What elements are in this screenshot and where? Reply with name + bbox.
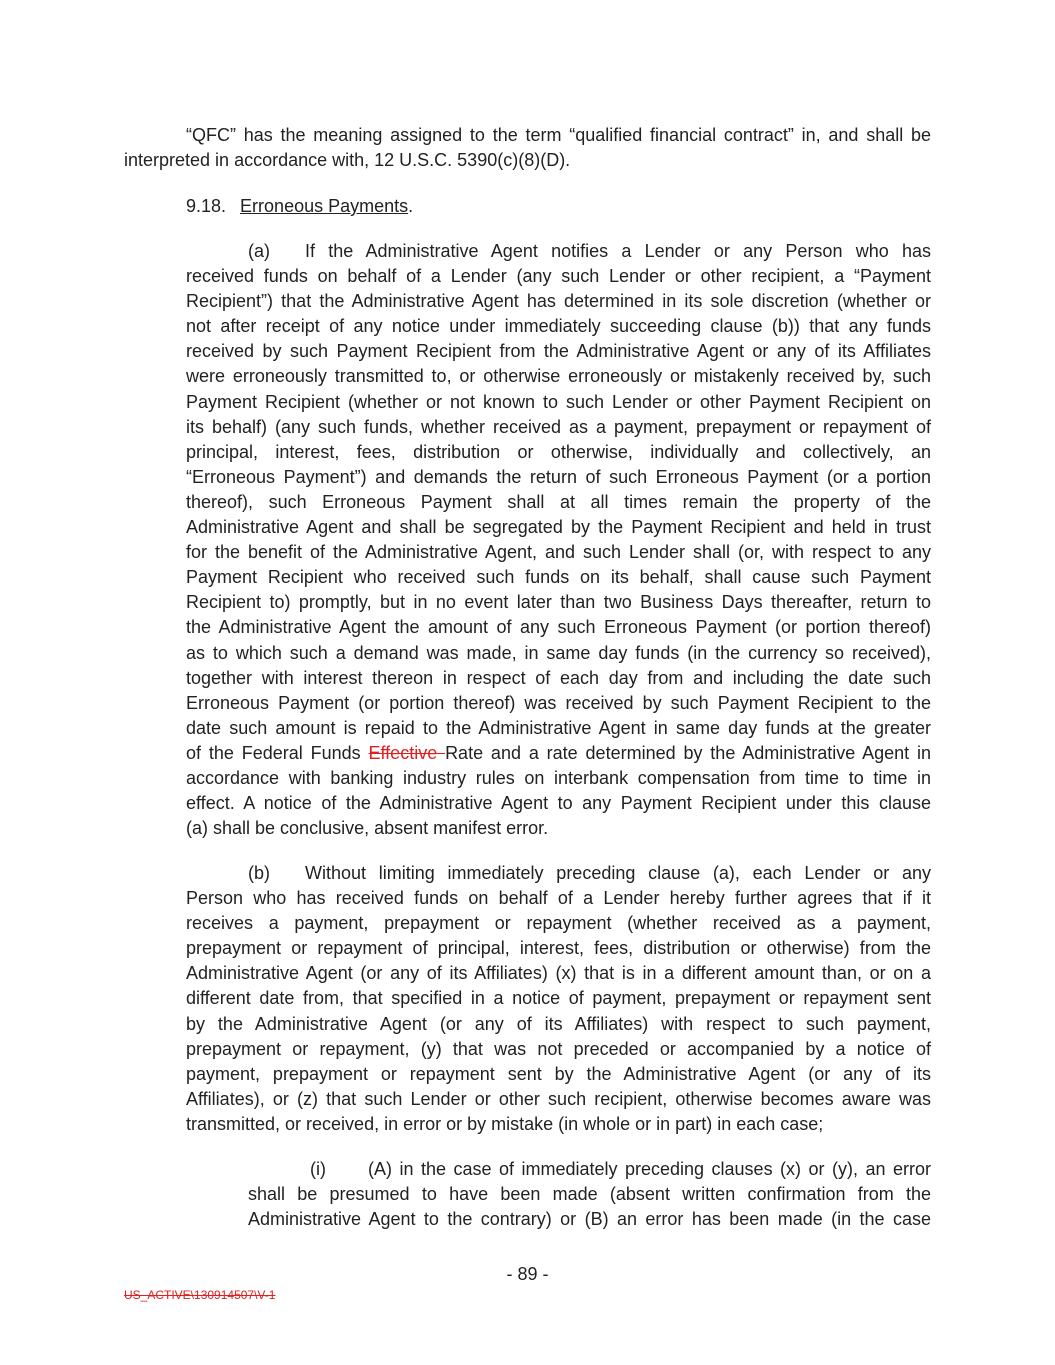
clause-label: (i) (310, 1159, 326, 1179)
text-line: Recipient to) promptly, but in no event later than two Business Days thereafter, return to (186, 592, 931, 613)
text-line: as to which such a demand was made, in same day funds (in the currency so received), (186, 642, 931, 663)
text-line: shall be presumed to have been made (absent written confirmation from the (248, 1184, 931, 1205)
text-line: Payment Recipient who received such funds on its behalf, shall cause such Payment (186, 567, 931, 588)
text-line: interpreted in accordance with, 12 U.S.C. 5390(c)(8)(D). (124, 150, 571, 171)
text-line: Affiliates), or (z) that such Lender or other such recipient, otherwise becomes aware was (186, 1088, 931, 1109)
text-line: for the benefit of the Administrative Agent, and such Lender shall (or, with respect to any (186, 542, 931, 563)
text-line: thereof), such Erroneous Payment shall at all times remain the property of the (186, 491, 931, 512)
text-line: effect. A notice of the Administrative Agent to any Payment Recipient under this clause (186, 793, 931, 814)
section-title: Erroneous Payments (240, 196, 409, 216)
clause-i-paragraph (248, 1157, 931, 1232)
page-number: - 89 - (506, 1264, 549, 1284)
section-number: 9.18. (186, 196, 227, 216)
text-line: payment, prepayment or repayment sent by the Administrative Agent (or any of its (186, 1063, 931, 1084)
text-line: (a) If the Administrative Agent notifies a Lender or any Person who has (248, 241, 931, 261)
text-line: transmitted, or received, in error or by mistake (in whole or in part) in each case; (186, 1113, 824, 1134)
text-line: the Administrative Agent the amount of any such Erroneous Payment (or portion thereof) (186, 617, 931, 638)
text-line: prepayment or repayment, (y) that was not preceded or accompanied by a notice of (186, 1038, 931, 1059)
text-line: Recipient”) that the Administrative Agent has determined in its sole discretion (whether or (186, 291, 931, 312)
deleted-text: Effective (368, 742, 446, 763)
text-line: by the Administrative Agent (or any of its Affiliates) with respect to such payment, (186, 1013, 931, 1034)
text-line: Erroneous Payment (or portion thereof) was received by such Payment Recipient to the (186, 692, 931, 713)
text-line: together with interest thereon in respect of each day from and including the date such (186, 667, 931, 688)
text-line: (a) shall be conclusive, absent manifest error. (186, 818, 549, 839)
text-line-with-deletion: of the Federal Funds Effective Rate and a rate determined by the Administrative Agent in (186, 742, 931, 763)
text-line: principal, interest, fees, distribution or otherwise, individually and collectively, an (186, 441, 931, 462)
text-line: “QFC” has the meaning assigned to the term “qualified financial contract” in, and shall be (186, 125, 931, 145)
text-line: date such amount is repaid to the Administrative Agent in same day funds at the greater (186, 717, 931, 738)
text-line: prepayment or repayment of principal, interest, fees, distribution or otherwise) from the (186, 938, 931, 959)
section-title-punct: . (408, 196, 414, 216)
text-line: Payment Recipient (whether or not known to such Lender or other Payment Recipient on (186, 391, 931, 412)
text-line: (b) Without limiting immediately preceding clause (a), each Lender or any (248, 863, 931, 883)
text-line: (i) (A) in the case of immediately preceding clauses (x) or (y), an error (310, 1159, 931, 1179)
clause-label: (b) (248, 863, 270, 883)
clause-b-paragraph (186, 861, 931, 1137)
qfc-definition-paragraph (124, 123, 931, 173)
text-line: not after receipt of any notice under immediately succeeding clause (b)) that any funds (186, 316, 931, 337)
clause-label: (a) (248, 241, 270, 261)
text-line: received by such Payment Recipient from the Administrative Agent or any of its Affiliates (186, 341, 931, 362)
text-line: Administrative Agent (or any of its Affiliates) (x) that is in a different amount than, or on a (186, 963, 931, 984)
document-id: US_ACTIVE\130914507\V-1 (124, 1288, 276, 1302)
text-line: accordance with banking industry rules on interbank compensation from time to time in (186, 767, 931, 788)
text-line: were erroneously transmitted to, or otherwise erroneously or mistakenly received by, such (186, 366, 931, 387)
text-line: its behalf) (any such funds, whether received as a payment, prepayment or repayment of (186, 416, 931, 437)
text-line: Administrative Agent to the contrary) or (B) an error has been made (in the case (248, 1209, 931, 1230)
clause-a-paragraph (186, 239, 931, 841)
text-line: Person who has received funds on behalf of a Lender hereby further agrees that if it (186, 888, 931, 909)
text-line: Administrative Agent and shall be segregated by the Payment Recipient and held in trust (186, 517, 931, 538)
text-line: “Erroneous Payment”) and demands the return of such Erroneous Payment (or a portion (186, 466, 931, 487)
text-line: receives a payment, prepayment or repayment (whether received as a payment, (186, 913, 931, 934)
text-line: received funds on behalf of a Lender (any such Lender or other recipient, a “Payment (186, 266, 931, 287)
section-heading (186, 194, 786, 219)
text-line: different date from, that specified in a notice of payment, prepayment or repayment sent (186, 988, 931, 1009)
